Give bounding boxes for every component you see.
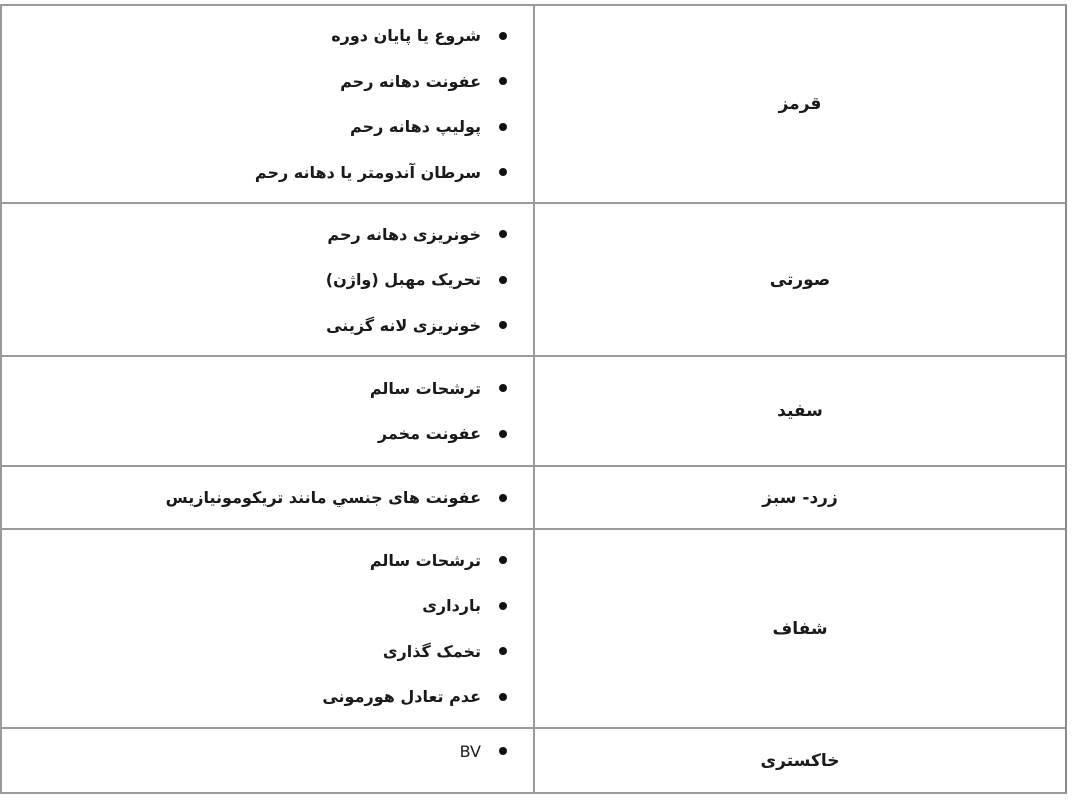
causes-list (2, 729, 507, 773)
causes-cell (2, 467, 535, 528)
causes-cell (2, 6, 535, 202)
cause-text: بارداری (422, 596, 481, 616)
table-row (2, 467, 1065, 530)
color-label: خاکستری (760, 750, 840, 771)
bullet-icon (499, 168, 507, 176)
list-item (2, 104, 507, 150)
causes-list (2, 366, 507, 457)
bullet-icon (499, 693, 507, 701)
list-item (2, 13, 507, 59)
bullet-icon (499, 430, 507, 438)
list-item (2, 583, 507, 629)
cause-text: عفونت های جنسي مانند تریکومونیازیس (165, 488, 481, 507)
cause-text: ترشحات سالم (369, 550, 481, 570)
causes-cell (2, 204, 535, 355)
cause-text: خونریزی دهانه رحم (327, 224, 481, 244)
color-label: سفید (777, 401, 823, 421)
cause-text: شروع یا پایان دوره (331, 26, 481, 46)
bullet-icon (499, 384, 507, 392)
cause-text: عفونت مخمر (377, 424, 481, 444)
bullet-icon (499, 77, 507, 85)
color-label: قرمز (778, 94, 822, 114)
list-item (2, 302, 507, 348)
list-item (2, 366, 507, 412)
bullet-icon (499, 494, 507, 502)
table-row (2, 357, 1065, 467)
cause-text: BV (459, 741, 481, 761)
causes-cell (2, 357, 535, 465)
list-item (2, 729, 507, 773)
causes-list (2, 538, 507, 720)
table-row (2, 204, 1065, 357)
bullet-icon (499, 556, 507, 564)
cause-text: تحریک مهبل (واژن) (325, 270, 481, 289)
color-label: شفاف (772, 618, 828, 639)
discharge-color-table (0, 4, 1067, 794)
table-row (2, 6, 1065, 204)
cause-text: تخمک گذاری (382, 641, 481, 661)
bullet-icon (499, 276, 507, 284)
list-item (2, 257, 507, 303)
list-item (2, 411, 507, 457)
cause-text: سرطان آندومتر یا دهانه رحم (254, 162, 481, 182)
causes-cell (2, 530, 535, 727)
cause-text: خونریزی لانه گزینی (326, 315, 481, 335)
list-item (2, 150, 507, 196)
list-item (2, 629, 507, 675)
cause-text: عدم تعادل هورمونی (322, 687, 481, 707)
causes-list (2, 13, 507, 195)
list-item (2, 538, 507, 584)
list-item (2, 211, 507, 257)
bullet-icon (499, 230, 507, 238)
cause-text: عفونت دهانه رحم (340, 71, 481, 91)
causes-cell (2, 729, 535, 792)
table-row (2, 530, 1065, 729)
color-label: زرد- سبز (762, 487, 838, 508)
cause-text: ترشحات سالم (369, 378, 481, 398)
table-row (2, 729, 1065, 792)
causes-list (2, 211, 507, 348)
bullet-icon (499, 321, 507, 329)
cause-text: پولیپ دهانه رحم (350, 117, 481, 137)
bullet-icon (499, 123, 507, 131)
list-item (2, 59, 507, 105)
bullet-icon (499, 602, 507, 610)
bullet-icon (499, 747, 507, 755)
color-label: صورتی (769, 269, 831, 290)
bullet-icon (499, 32, 507, 40)
bullet-icon (499, 647, 507, 655)
list-item (2, 475, 507, 521)
causes-list (2, 475, 507, 521)
list-item (2, 674, 507, 720)
